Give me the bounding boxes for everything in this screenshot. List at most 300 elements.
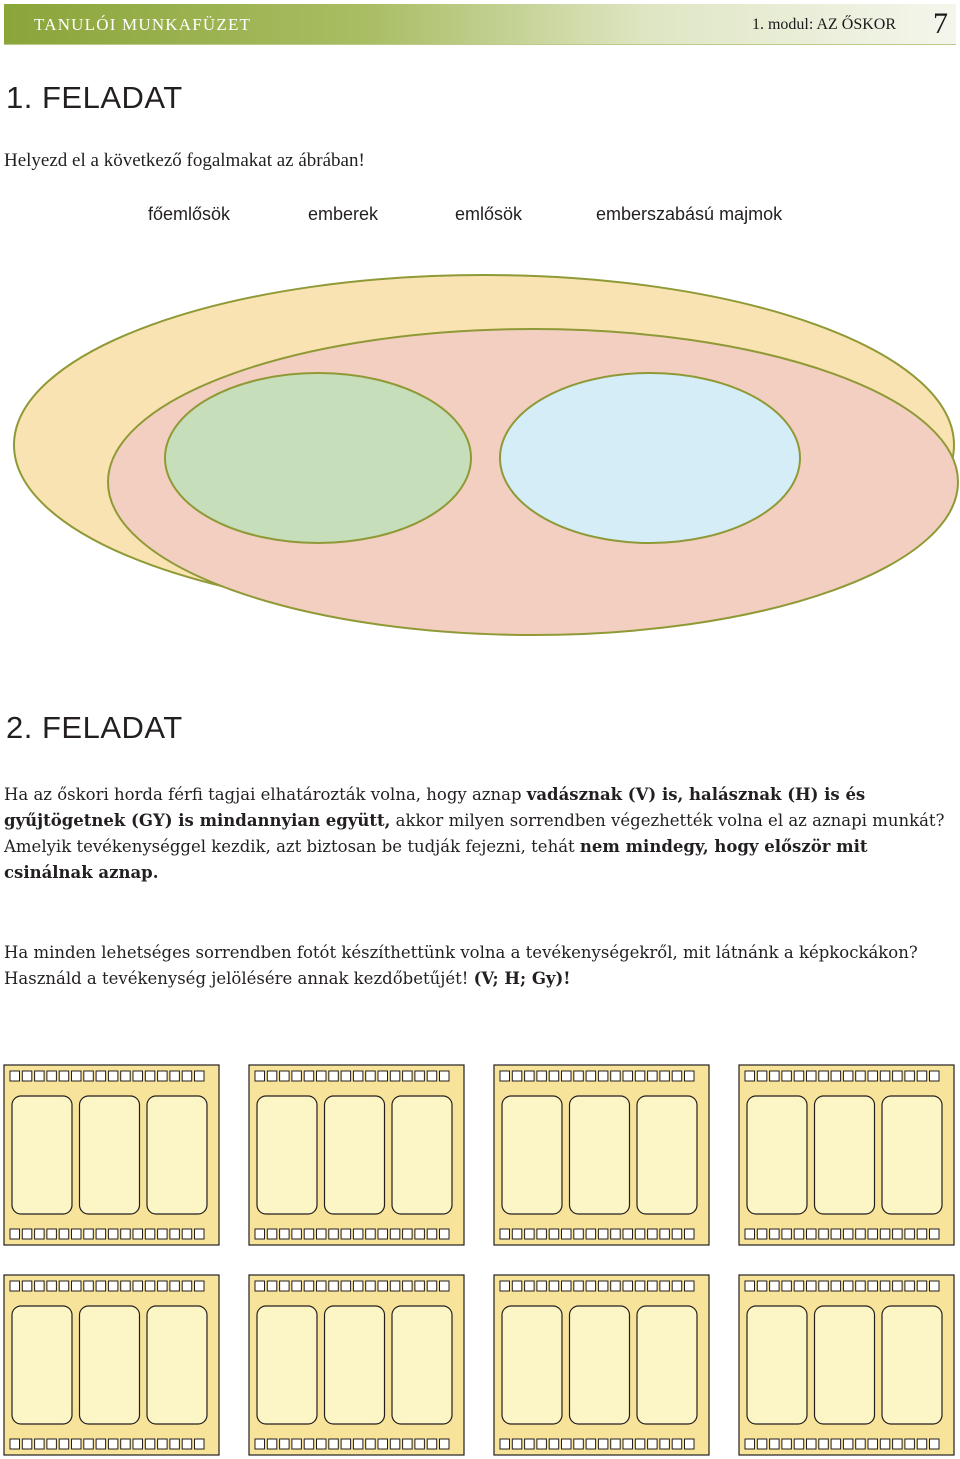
sprocket-hole [267, 1439, 277, 1449]
sprocket-hole [623, 1071, 633, 1081]
sprocket-hole [611, 1229, 621, 1239]
sprocket-hole [22, 1071, 32, 1081]
sprocket-hole [96, 1281, 106, 1291]
film-strip [494, 1275, 709, 1455]
sprocket-hole [512, 1281, 522, 1291]
sprocket-hole [930, 1281, 940, 1291]
sprocket-hole [574, 1281, 584, 1291]
sprocket-hole [353, 1439, 363, 1449]
sprocket-hole [390, 1229, 400, 1239]
sprocket-hole [549, 1439, 559, 1449]
film-frame[interactable] [12, 1096, 72, 1214]
task2-paragraph-1: Ha az őskori horda férfi tagjai elhatározták volna, hogy aznap vadásznak (V) is, halásznak (H) is és gyűjtögetnek (GY) is mindannyian együtt, akkor milyen sorrendben végezhették volna el az aznapi munkát? [4, 785, 945, 830]
sprocket-hole [893, 1439, 903, 1449]
sprocket-hole [770, 1229, 780, 1239]
sprocket-hole [868, 1439, 878, 1449]
sprocket-hole [317, 1439, 327, 1449]
sprocket-hole [403, 1281, 413, 1291]
sprocket-hole [280, 1281, 290, 1291]
sprocket-hole [635, 1229, 645, 1239]
task2-paragraph-2: Amelyik tevékenységgel kezdik, azt biztosan be tudják fejezni, tehát nem mindegy, hogy először mit csinálnak aznap. [4, 837, 868, 882]
sprocket-hole [108, 1229, 118, 1239]
sprocket-hole [255, 1281, 265, 1291]
sprocket-hole [341, 1229, 351, 1239]
sprocket-hole [133, 1071, 143, 1081]
sprocket-hole [182, 1229, 192, 1239]
film-frame[interactable] [325, 1306, 385, 1424]
sprocket-hole [35, 1229, 45, 1239]
sprocket-hole [59, 1281, 68, 1291]
sprocket-hole [10, 1071, 20, 1081]
sprocket-hole [672, 1439, 682, 1449]
sprocket-hole [868, 1281, 878, 1291]
sprocket-hole [672, 1229, 682, 1239]
sprocket-hole [341, 1281, 351, 1291]
sprocket-hole [843, 1229, 853, 1239]
sprocket-hole [84, 1229, 94, 1239]
sprocket-hole [831, 1439, 841, 1449]
sprocket-hole [329, 1439, 339, 1449]
sprocket-hole [500, 1281, 510, 1291]
sprocket-hole [390, 1071, 400, 1081]
sprocket-hole [512, 1071, 522, 1081]
sprocket-hole [685, 1281, 695, 1291]
sprocket-hole [512, 1439, 522, 1449]
sprocket-hole [525, 1439, 535, 1449]
sprocket-hole [831, 1071, 841, 1081]
sprocket-hole [843, 1439, 853, 1449]
sprocket-hole [22, 1281, 32, 1291]
sprocket-hole [121, 1071, 131, 1081]
sprocket-hole [660, 1071, 670, 1081]
sprocket-hole [574, 1229, 584, 1239]
sprocket-hole [905, 1281, 915, 1291]
film-frame[interactable] [570, 1096, 630, 1214]
sprocket-hole [648, 1229, 658, 1239]
sprocket-hole [353, 1281, 363, 1291]
film-frame[interactable] [637, 1306, 697, 1424]
sprocket-hole [440, 1281, 450, 1291]
sprocket-hole [304, 1439, 314, 1449]
sprocket-hole [562, 1281, 572, 1291]
sprocket-hole [930, 1071, 940, 1081]
sprocket-hole [415, 1071, 425, 1081]
workbook-title: TANULÓI MUNKAFÜZET [34, 15, 252, 34]
sprocket-hole [917, 1439, 927, 1449]
sprocket-hole [586, 1439, 596, 1449]
sprocket-hole [170, 1071, 180, 1081]
film-frame[interactable] [392, 1306, 452, 1424]
sprocket-hole [831, 1281, 841, 1291]
sprocket-hole [574, 1439, 584, 1449]
sprocket-hole [329, 1229, 339, 1239]
sprocket-hole [329, 1281, 339, 1291]
sprocket-hole [403, 1071, 413, 1081]
sprocket-hole [660, 1281, 670, 1291]
task2-paragraph-4: Használd a tevékenység jelölésére annak kezdőbetűjét! (V; H; Gy)! [4, 969, 571, 988]
sprocket-hole [562, 1071, 572, 1081]
sprocket-hole [685, 1229, 695, 1239]
sprocket-hole [757, 1071, 767, 1081]
film-frame[interactable] [392, 1096, 452, 1214]
sprocket-hole [292, 1281, 302, 1291]
sprocket-hole [880, 1071, 890, 1081]
term-primates[interactable]: főemlősök [148, 204, 231, 224]
sprocket-hole [549, 1071, 559, 1081]
sprocket-hole [807, 1281, 817, 1291]
sprocket-hole [158, 1281, 168, 1291]
sprocket-hole [757, 1281, 767, 1291]
film-strip [494, 1065, 709, 1245]
sprocket-hole [84, 1071, 94, 1081]
sprocket-hole [84, 1281, 94, 1291]
sprocket-hole [427, 1071, 437, 1081]
film-frame[interactable] [12, 1306, 72, 1424]
sprocket-hole [745, 1229, 755, 1239]
sprocket-hole [182, 1439, 192, 1449]
task2-paragraph-3: Ha minden lehetséges sorrendben fotót készíthettünk volna a tevékenységekről, mit látnánk a képkockákon? [4, 943, 918, 962]
sprocket-hole [292, 1229, 302, 1239]
task2-title: 2. FELADAT [6, 710, 183, 745]
sprocket-hole [59, 1439, 68, 1449]
sprocket-hole [440, 1071, 450, 1081]
sprocket-hole [782, 1071, 792, 1081]
sprocket-hole [525, 1229, 535, 1239]
sprocket-hole [415, 1281, 425, 1291]
film-frame[interactable] [502, 1096, 562, 1214]
sprocket-hole [121, 1439, 131, 1449]
sprocket-hole [586, 1281, 596, 1291]
sprocket-hole [72, 1439, 82, 1449]
sprocket-hole [537, 1071, 547, 1081]
sprocket-hole [108, 1281, 118, 1291]
film-frame[interactable] [747, 1306, 807, 1424]
sprocket-hole [623, 1439, 633, 1449]
sprocket-hole [843, 1281, 853, 1291]
film-frame[interactable] [747, 1096, 807, 1214]
film-frame[interactable] [815, 1306, 875, 1424]
sprocket-hole [856, 1439, 866, 1449]
sprocket-hole [917, 1071, 927, 1081]
sprocket-hole [525, 1071, 535, 1081]
sprocket-hole [440, 1439, 450, 1449]
sprocket-hole [182, 1281, 192, 1291]
sprocket-hole [745, 1071, 755, 1081]
term-mammals[interactable]: emlősök [455, 204, 523, 224]
sprocket-hole [35, 1071, 45, 1081]
sprocket-hole [525, 1281, 535, 1291]
sprocket-hole [145, 1229, 155, 1239]
sprocket-hole [415, 1229, 425, 1239]
sprocket-hole [366, 1281, 376, 1291]
sprocket-hole [893, 1281, 903, 1291]
sprocket-hole [84, 1439, 94, 1449]
sprocket-hole [317, 1281, 327, 1291]
film-frame[interactable] [147, 1096, 207, 1214]
sprocket-hole [427, 1281, 437, 1291]
sprocket-hole [635, 1439, 645, 1449]
term-humans[interactable]: emberek [308, 204, 379, 224]
sprocket-hole [807, 1071, 817, 1081]
sprocket-hole [880, 1281, 890, 1291]
sprocket-hole [329, 1071, 339, 1081]
task1-title: 1. FELADAT [6, 80, 183, 115]
sprocket-hole [170, 1439, 180, 1449]
sprocket-hole [10, 1281, 20, 1291]
sprocket-hole [158, 1071, 168, 1081]
sprocket-hole [868, 1071, 878, 1081]
sprocket-hole [170, 1281, 180, 1291]
film-strip [4, 1275, 219, 1455]
sprocket-hole [195, 1439, 205, 1449]
sprocket-hole [280, 1071, 290, 1081]
film-strip [249, 1275, 464, 1455]
sprocket-hole [133, 1281, 143, 1291]
sprocket-hole [267, 1281, 277, 1291]
film-strip [4, 1065, 219, 1245]
sprocket-hole [292, 1439, 302, 1449]
sprocket-hole [917, 1281, 927, 1291]
film-frame[interactable] [637, 1096, 697, 1214]
sprocket-hole [856, 1281, 866, 1291]
sprocket-hole [831, 1229, 841, 1239]
film-frame[interactable] [815, 1096, 875, 1214]
sprocket-hole [22, 1439, 32, 1449]
sprocket-hole [267, 1071, 277, 1081]
sprocket-hole [341, 1439, 351, 1449]
sprocket-hole [807, 1439, 817, 1449]
sprocket-hole [819, 1281, 829, 1291]
film-strip [739, 1275, 954, 1455]
sprocket-hole [317, 1229, 327, 1239]
film-frame[interactable] [325, 1096, 385, 1214]
sprocket-hole [255, 1229, 265, 1239]
sprocket-hole [843, 1071, 853, 1081]
sprocket-hole [390, 1439, 400, 1449]
sprocket-hole [905, 1229, 915, 1239]
sprocket-hole [47, 1229, 57, 1239]
sprocket-hole [292, 1071, 302, 1081]
sprocket-hole [145, 1071, 155, 1081]
sprocket-hole [782, 1439, 792, 1449]
sprocket-hole [819, 1439, 829, 1449]
sprocket-hole [390, 1281, 400, 1291]
sprocket-hole [917, 1229, 927, 1239]
sprocket-hole [72, 1229, 82, 1239]
sprocket-hole [757, 1229, 767, 1239]
sprocket-hole [500, 1071, 510, 1081]
sprocket-hole [562, 1229, 572, 1239]
sprocket-hole [586, 1071, 596, 1081]
sprocket-hole [770, 1439, 780, 1449]
sprocket-hole [770, 1071, 780, 1081]
sprocket-hole [255, 1439, 265, 1449]
sprocket-hole [403, 1439, 413, 1449]
sprocket-hole [930, 1439, 940, 1449]
sprocket-hole [366, 1229, 376, 1239]
sprocket-hole [598, 1281, 608, 1291]
sprocket-hole [440, 1229, 450, 1239]
film-strip [249, 1065, 464, 1245]
sprocket-hole [794, 1229, 804, 1239]
sprocket-hole [562, 1439, 572, 1449]
sprocket-hole [427, 1229, 437, 1239]
sprocket-hole [10, 1229, 20, 1239]
sprocket-hole [856, 1229, 866, 1239]
sprocket-hole [660, 1229, 670, 1239]
sprocket-hole [782, 1281, 792, 1291]
sprocket-hole [807, 1229, 817, 1239]
sprocket-hole [96, 1071, 106, 1081]
film-frame[interactable] [882, 1306, 942, 1424]
sprocket-hole [403, 1229, 413, 1239]
sprocket-hole [660, 1439, 670, 1449]
sprocket-hole [500, 1229, 510, 1239]
sprocket-hole [685, 1439, 695, 1449]
film-frame[interactable] [80, 1096, 140, 1214]
sprocket-hole [598, 1229, 608, 1239]
sprocket-hole [611, 1281, 621, 1291]
sprocket-hole [317, 1071, 327, 1081]
sprocket-hole [598, 1439, 608, 1449]
sprocket-hole [794, 1281, 804, 1291]
sprocket-hole [47, 1439, 57, 1449]
term-apes[interactable]: emberszabású majmok [596, 204, 783, 224]
sprocket-hole [930, 1229, 940, 1239]
sprocket-hole [574, 1071, 584, 1081]
sprocket-hole [868, 1229, 878, 1239]
sprocket-hole [22, 1229, 32, 1239]
sprocket-hole [537, 1229, 547, 1239]
sprocket-hole [586, 1229, 596, 1239]
sprocket-hole [158, 1439, 168, 1449]
sprocket-hole [623, 1281, 633, 1291]
sprocket-hole [880, 1439, 890, 1449]
sprocket-hole [598, 1071, 608, 1081]
sprocket-hole [353, 1229, 363, 1239]
sprocket-hole [427, 1439, 437, 1449]
sprocket-hole [59, 1071, 68, 1081]
sprocket-hole [280, 1229, 290, 1239]
sprocket-hole [378, 1071, 388, 1081]
sprocket-hole [500, 1439, 510, 1449]
film-frame[interactable] [502, 1306, 562, 1424]
sprocket-hole [893, 1229, 903, 1239]
sprocket-hole [121, 1229, 131, 1239]
sprocket-hole [10, 1439, 20, 1449]
sprocket-hole [170, 1229, 180, 1239]
sprocket-hole [96, 1229, 106, 1239]
film-frame[interactable] [80, 1306, 140, 1424]
sprocket-hole [537, 1281, 547, 1291]
sprocket-hole [757, 1439, 767, 1449]
sprocket-hole [905, 1071, 915, 1081]
sprocket-hole [133, 1229, 143, 1239]
sprocket-hole [158, 1229, 168, 1239]
sprocket-hole [108, 1071, 118, 1081]
sprocket-hole [378, 1281, 388, 1291]
sprocket-hole [280, 1439, 290, 1449]
sprocket-hole [378, 1439, 388, 1449]
sprocket-hole [745, 1439, 755, 1449]
sprocket-hole [59, 1229, 68, 1239]
task1-instruction: Helyezd el a következő fogalmakat az ábrában! [4, 150, 365, 171]
sprocket-hole [108, 1439, 118, 1449]
sprocket-hole [905, 1439, 915, 1449]
sprocket-hole [648, 1071, 658, 1081]
sprocket-hole [794, 1071, 804, 1081]
sprocket-hole [378, 1229, 388, 1239]
sprocket-hole [635, 1281, 645, 1291]
sprocket-hole [366, 1071, 376, 1081]
sprocket-hole [304, 1281, 314, 1291]
sprocket-hole [133, 1439, 143, 1449]
sprocket-hole [880, 1229, 890, 1239]
sprocket-hole [121, 1281, 131, 1291]
sprocket-hole [195, 1071, 205, 1081]
sprocket-hole [72, 1281, 82, 1291]
sprocket-hole [648, 1439, 658, 1449]
film-frame[interactable] [257, 1096, 317, 1214]
sprocket-hole [35, 1281, 45, 1291]
sprocket-hole [893, 1071, 903, 1081]
sprocket-hole [182, 1071, 192, 1081]
sprocket-hole [366, 1439, 376, 1449]
film-strip [739, 1065, 954, 1245]
sprocket-hole [255, 1071, 265, 1081]
sprocket-hole [611, 1071, 621, 1081]
film-frame[interactable] [257, 1306, 317, 1424]
film-frame[interactable] [882, 1096, 942, 1214]
sprocket-hole [549, 1281, 559, 1291]
page-number: 7 [933, 7, 948, 40]
sprocket-hole [145, 1281, 155, 1291]
sprocket-hole [685, 1071, 695, 1081]
sprocket-hole [47, 1281, 57, 1291]
sprocket-hole [794, 1439, 804, 1449]
sprocket-hole [35, 1439, 45, 1449]
sprocket-hole [72, 1071, 82, 1081]
sprocket-hole [745, 1281, 755, 1291]
sprocket-hole [782, 1229, 792, 1239]
film-frame[interactable] [570, 1306, 630, 1424]
sprocket-hole [856, 1071, 866, 1081]
sprocket-hole [537, 1439, 547, 1449]
sprocket-hole [819, 1071, 829, 1081]
sprocket-hole [267, 1229, 277, 1239]
sprocket-hole [635, 1071, 645, 1081]
module-title: 1. modul: AZ ŐSKOR [751, 16, 896, 33]
film-frame[interactable] [147, 1306, 207, 1424]
sprocket-hole [353, 1071, 363, 1081]
sprocket-hole [415, 1439, 425, 1449]
sprocket-hole [96, 1439, 106, 1449]
sprocket-hole [304, 1071, 314, 1081]
sprocket-hole [611, 1439, 621, 1449]
sprocket-hole [195, 1281, 205, 1291]
sprocket-hole [648, 1281, 658, 1291]
sprocket-hole [304, 1229, 314, 1239]
sprocket-hole [549, 1229, 559, 1239]
sprocket-hole [195, 1229, 205, 1239]
sprocket-hole [341, 1071, 351, 1081]
sprocket-hole [145, 1439, 155, 1449]
sprocket-hole [47, 1071, 57, 1081]
sprocket-hole [623, 1229, 633, 1239]
sprocket-hole [672, 1071, 682, 1081]
sprocket-hole [770, 1281, 780, 1291]
sprocket-hole [672, 1281, 682, 1291]
